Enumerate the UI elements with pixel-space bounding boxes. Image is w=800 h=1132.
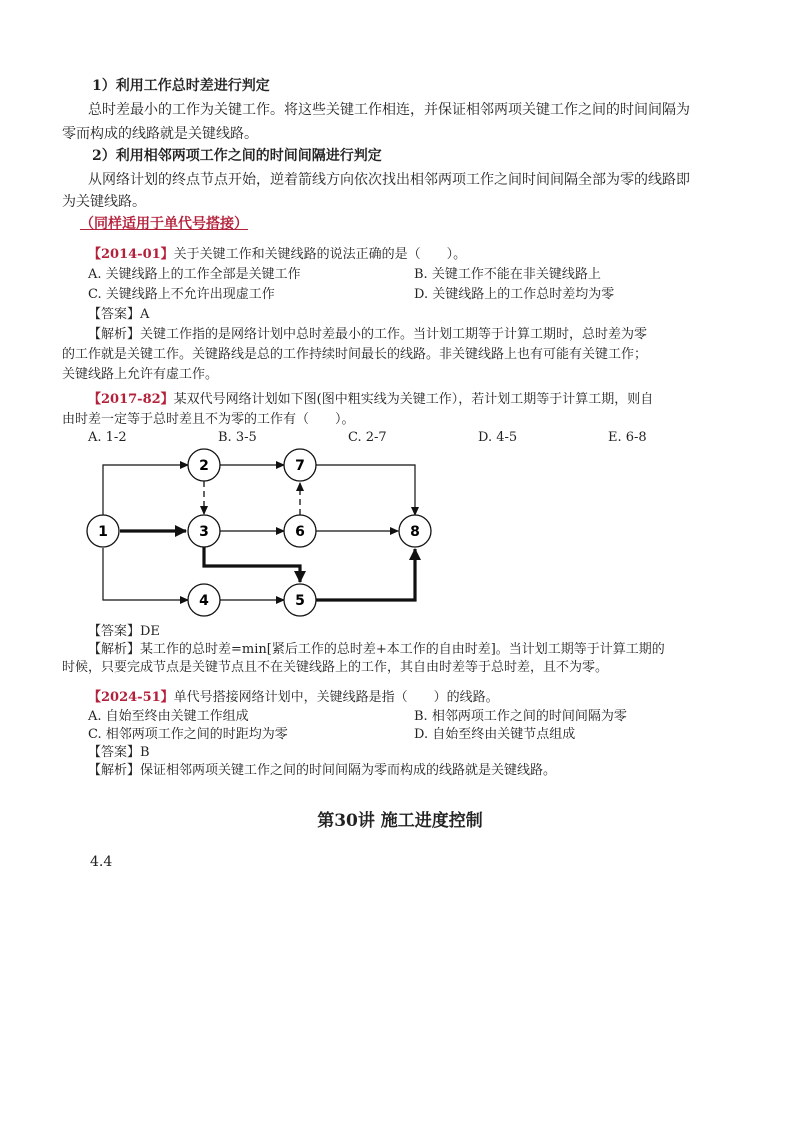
q2-stem: 某双代号网络计划如下图(图中粗实线为关键工作），若计划工期等于计算工期，则自 (173, 392, 654, 407)
q1-explanation-line3: 关键线路上允许有虚工作。 (62, 367, 219, 382)
network-node-label: 7 (295, 458, 305, 474)
critical-arrow-5-8 (316, 549, 415, 600)
network-node-7 (284, 449, 316, 481)
critical-arrow-3-5 (204, 547, 300, 582)
network-node-label: 3 (199, 524, 209, 540)
network-node-label: 2 (199, 458, 209, 474)
q2-option-d: D. 4-5 (478, 430, 518, 445)
q1-stem: 关于关键工作和关键线路的说法正确的是（ ）。 (173, 247, 467, 262)
q2-option-a: A. 1-2 (88, 430, 127, 445)
q1-option-b: B. 关键工作不能在非关键线路上 (414, 267, 601, 282)
lecture-title: 第30讲 施工进度控制 (317, 811, 483, 831)
q3-option-a: A. 自始至终由关键工作组成 (88, 709, 249, 724)
q3-option-c: C. 相邻两项工作之间的时距均为零 (88, 727, 288, 742)
q3-stem: 单代号搭接网络计划中，关键线路是指（ ）的线路。 (173, 690, 499, 705)
q1-answer: 【答案】A (88, 307, 150, 322)
section-number: 4.4 (90, 854, 113, 870)
q3-tag: 【2024-51】 (88, 690, 174, 705)
method-2-heading: 2）利用相邻两项工作之间的时间间隔进行判定 (92, 148, 382, 164)
applicability-note: （同样适用于单代号搭接） (80, 216, 248, 232)
q2-option-c: C. 2-7 (348, 430, 387, 445)
q2-explanation-line2: 时候，只要完成节点是关键节点且不在关键线路上的工作，其自由时差等于总时差，且不为零。 (62, 660, 609, 675)
q2-stem-line2: 由时差一定等于总时差且不为零的工作有（ ）。 (62, 412, 355, 427)
q3-option-b: B. 相邻两项工作之间的时间间隔为零 (414, 709, 627, 724)
q2-answer: 【答案】DE (88, 624, 160, 639)
q2-option-b: B. 3-5 (218, 430, 257, 445)
q1-explanation-line1: 【解析】关键工作指的是网络计划中总时差最小的工作。当计划工期等于计算工期时，总时差为零 (88, 327, 648, 342)
arrow-7-8 (316, 465, 415, 515)
method-2-text-line1: 从网络计划的终点节点开始，逆着箭线方向依次找出相邻两项工作之间时间间隔全部为零的线路即 (88, 172, 690, 188)
network-node-4 (188, 584, 220, 616)
q1-option-a: A. 关键线路上的工作全部是关键工作 (88, 267, 301, 282)
q3-stem-line (88, 688, 499, 708)
network-node-3 (188, 515, 220, 547)
network-node-1 (87, 515, 119, 547)
network-node-label: 8 (410, 524, 420, 540)
q1-explanation-line2: 的工作就是关键工作。关键路线是总的工作持续时间最长的线路。非关键线路上也有可能有关键工作； (62, 347, 648, 362)
network-node-5 (284, 584, 316, 616)
q2-tag: 【2017-82】 (88, 392, 174, 407)
q2-explanation-line1: 【解析】某工作的总时差=min[紧后工作的总时差+本工作的自由时差]。当计划工期等于计算工期的 (88, 642, 665, 657)
q1-tag: 【2014-01】 (88, 247, 174, 262)
q1-option-d: D. 关键线路上的工作总时差均为零 (414, 287, 615, 302)
q2-option-e: E. 6-8 (608, 430, 647, 445)
method-2-text-line2: 为关键线路。 (62, 194, 146, 210)
arrow-1-4 (103, 548, 188, 600)
q3-answer: 【答案】B (88, 745, 150, 760)
method-1-heading: 1）利用工作总时差进行判定 (92, 78, 270, 94)
network-node-label: 4 (199, 593, 209, 609)
network-node-label: 5 (295, 593, 305, 609)
q3-option-d: D. 自始至终由关键节点组成 (414, 727, 576, 742)
method-1-text-line2: 零而构成的线路就是关键线路。 (62, 126, 258, 142)
q3-explanation: 【解析】保证相邻两项关键工作之间的时间间隔为零而构成的线路就是关键线路。 (88, 763, 557, 778)
network-node-6 (284, 515, 316, 547)
method-1-text-line1: 总时差最小的工作为关键工作。将这些关键工作相连，并保证相邻两项关键工作之间的时间间隔为 (88, 102, 690, 118)
network-node-label: 1 (98, 524, 108, 540)
q1-option-c: C. 关键线路上不允许出现虚工作 (88, 287, 275, 302)
network-node-label: 6 (295, 524, 305, 540)
arrow-1-2 (103, 465, 188, 518)
network-node-2 (188, 449, 220, 481)
network-node-8 (399, 515, 431, 547)
